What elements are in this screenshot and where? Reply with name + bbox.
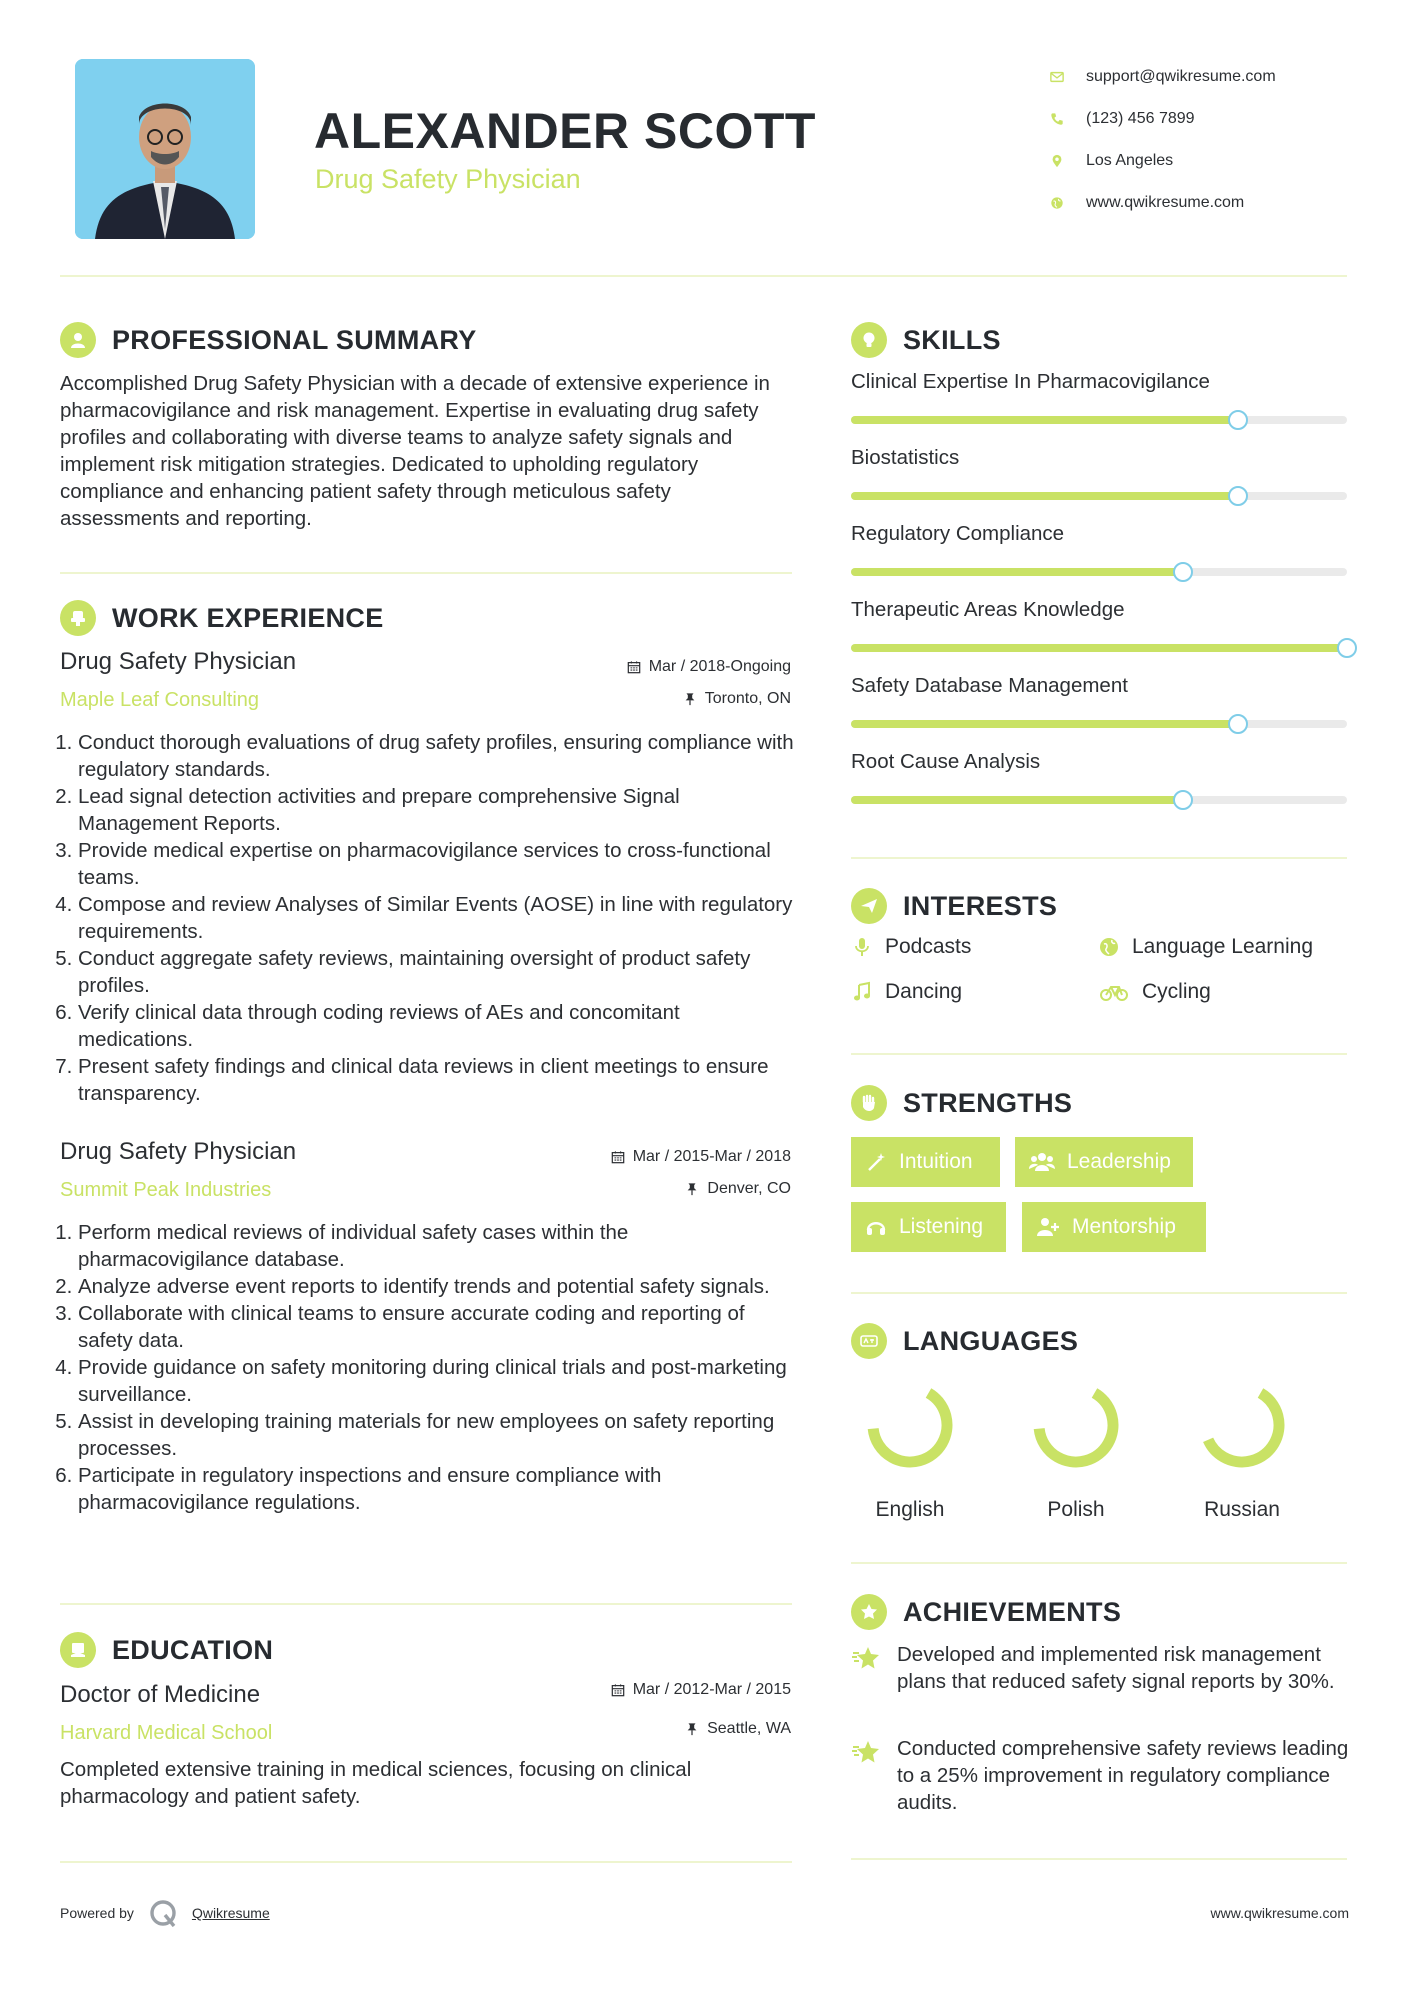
- job-title: Drug Safety Physician: [60, 1138, 297, 1165]
- skill-bar: [851, 416, 1347, 424]
- language-item: [1187, 1375, 1297, 1522]
- work-divider: [60, 1603, 792, 1605]
- achievement-item: [851, 1641, 1351, 1695]
- summary-heading: [60, 322, 477, 358]
- skill-bar-knob: [1173, 790, 1193, 810]
- duty-item: 4. Compose and review Analyses of Similar Events (AOSE) in line with regulatory requirements.: [78, 891, 800, 945]
- skill-bar: [851, 720, 1347, 728]
- skill-bar-fill: [851, 644, 1347, 652]
- language-item: [1021, 1375, 1131, 1522]
- school: Harvard Medical School: [60, 1722, 273, 1744]
- job-location-text: Denver, CO: [707, 1180, 791, 1197]
- language-level-ring: [1026, 1375, 1126, 1475]
- strength-tag: [851, 1137, 1000, 1187]
- bicycle-icon: [1098, 981, 1130, 1003]
- strength-label: Listening: [899, 1215, 984, 1238]
- skill-label: Clinical Expertise In Pharmacovigilance: [851, 370, 1210, 393]
- skill-bar-fill: [851, 492, 1238, 500]
- contact-phone[interactable]: [1050, 98, 1276, 140]
- duty-item: 2. Lead signal detection activities and prepare comprehensive Signal Management Reports.: [78, 783, 800, 837]
- skill-bar: [851, 492, 1347, 500]
- map-pin-icon: [1050, 154, 1064, 168]
- skill-bar-fill: [851, 796, 1183, 804]
- star-icon: [851, 1737, 881, 1767]
- education-text: Completed extensive training in medical sciences, focusing on clinical pharmacology and patient safety.: [60, 1758, 692, 1808]
- job-location: [685, 1180, 791, 1198]
- interest-label: Language Learning: [1132, 935, 1314, 958]
- profile-photo: [75, 59, 255, 239]
- job-duties: [60, 729, 800, 1107]
- duty-item: 3. Collaborate with clinical teams to ensure accurate coding and reporting of safety data.: [78, 1300, 800, 1354]
- interest-item: [851, 980, 962, 1004]
- powered-by-text: Powered by: [60, 1905, 134, 1921]
- header-divider: [60, 275, 1347, 277]
- strength-tag: [1015, 1137, 1193, 1187]
- contact-email-text: support@qwikresume.com: [1086, 68, 1276, 85]
- contact-location: [1050, 140, 1276, 182]
- briefcase-icon: [60, 600, 96, 636]
- language-label: English: [875, 1498, 945, 1521]
- interests-heading-text: INTERESTS: [903, 890, 1058, 921]
- language-level-arc: [1026, 1375, 1126, 1475]
- work-heading: [60, 600, 384, 636]
- job-location-text: Toronto, ON: [704, 690, 791, 707]
- interest-item: [1098, 935, 1313, 959]
- pushpin-icon: [683, 692, 697, 706]
- skills-heading: [851, 322, 1001, 358]
- calendar-icon: [627, 660, 641, 674]
- globe-icon: [1050, 196, 1064, 210]
- contact-location-text: Los Angeles: [1086, 152, 1174, 169]
- job-date-text: Mar / 2015-Mar / 2018: [632, 1148, 791, 1165]
- language-level-ring: [1192, 1375, 1292, 1475]
- paper-plane-icon: [851, 888, 887, 924]
- qwikresume-logo-icon: [148, 1898, 178, 1928]
- duty-item: 4. Provide guidance on safety monitoring during clinical trials and post-marketing surveillance.: [78, 1354, 800, 1408]
- graduation-icon: [60, 1632, 96, 1668]
- interest-label: Podcasts: [885, 935, 972, 958]
- strength-label: Mentorship: [1072, 1215, 1176, 1238]
- skill-label: Biostatistics: [851, 446, 960, 469]
- duty-item: 5. Conduct aggregate safety reviews, maintaining oversight of product safety profiles.: [78, 945, 800, 999]
- hand-icon: [851, 1085, 887, 1121]
- achievement-text: Developed and implemented risk management plans that reduced safety signal reports by 30%.: [897, 1643, 1335, 1693]
- skill-bar: [851, 644, 1347, 652]
- education-location-text: Seattle, WA: [707, 1720, 791, 1737]
- languages-heading: [851, 1323, 1078, 1359]
- language-label: Polish: [1047, 1498, 1105, 1521]
- skills-divider: [851, 857, 1347, 859]
- user-icon: [60, 322, 96, 358]
- skill-bar-fill: [851, 720, 1238, 728]
- skill-bar-knob: [1228, 486, 1248, 506]
- contact-website-text: www.qwikresume.com: [1086, 194, 1245, 211]
- job-location: [683, 690, 791, 708]
- education-date: [611, 1681, 791, 1699]
- language-label: Russian: [1204, 1498, 1280, 1521]
- achievement-text: Conducted comprehensive safety reviews leading to a 25% improvement in regulatory compliance audits.: [897, 1737, 1349, 1814]
- envelope-icon: [1050, 70, 1064, 84]
- skill-bar-knob: [1228, 410, 1248, 430]
- interest-label: Cycling: [1142, 980, 1211, 1003]
- skill-bar-fill: [851, 416, 1238, 424]
- education-heading: [60, 1632, 273, 1668]
- strength-label: Leadership: [1067, 1150, 1171, 1173]
- user-plus-icon: [1036, 1216, 1060, 1238]
- duty-item: 3. Provide medical expertise on pharmacovigilance services to cross-functional teams.: [78, 837, 800, 891]
- strengths-heading: [851, 1085, 1072, 1121]
- job-date: [627, 658, 791, 676]
- strength-label: Intuition: [899, 1150, 973, 1173]
- job-duties: [60, 1219, 800, 1516]
- globe-icon: [1098, 936, 1120, 958]
- skill-bar-fill: [851, 568, 1183, 576]
- calendar-icon: [611, 1150, 625, 1164]
- language-level-arc: [1192, 1375, 1292, 1475]
- skill-label: Root Cause Analysis: [851, 750, 1041, 773]
- pushpin-icon: [685, 1722, 699, 1736]
- skill-bar: [851, 568, 1347, 576]
- summary-heading-text: PROFESSIONAL SUMMARY: [112, 324, 477, 355]
- calendar-icon: [611, 1683, 625, 1697]
- job-date: [611, 1148, 791, 1166]
- candidate-title: Drug Safety Physician: [315, 164, 581, 194]
- skill-label: Safety Database Management: [851, 674, 1128, 697]
- contact-list: [1050, 56, 1276, 224]
- music-note-icon: [851, 981, 873, 1003]
- strengths-heading-text: STRENGTHS: [903, 1087, 1073, 1118]
- job-company: Summit Peak Industries: [60, 1179, 272, 1201]
- qwikresume-link[interactable]: Qwikresume: [191, 1905, 270, 1921]
- achievements-heading: [851, 1594, 1121, 1630]
- education-location: [685, 1720, 791, 1738]
- skill-label: Regulatory Compliance: [851, 522, 1065, 545]
- headphones-icon: [865, 1216, 887, 1238]
- duty-item: 5. Assist in developing training materials for new employees on safety reporting processes.: [78, 1408, 800, 1462]
- skill-label: Therapeutic Areas Knowledge: [851, 598, 1125, 621]
- interest-item: [851, 935, 971, 959]
- skill-bar-knob: [1228, 714, 1248, 734]
- achievements-heading-text: ACHIEVEMENTS: [903, 1596, 1122, 1627]
- skill-bar-knob: [1337, 638, 1357, 658]
- language-item: [855, 1375, 965, 1522]
- lightbulb-icon: [851, 322, 887, 358]
- skill-bar-knob: [1173, 562, 1193, 582]
- duty-item: 6. Participate in regulatory inspections and ensure compliance with pharmacovigilance regulations.: [78, 1462, 800, 1516]
- education-divider: [60, 1861, 792, 1863]
- contact-phone-text: (123) 456 7899: [1086, 110, 1195, 127]
- candidate-name: ALEXANDER SCOTT: [314, 103, 816, 159]
- magic-wand-icon: [865, 1151, 887, 1173]
- duty-item: 1. Conduct thorough evaluations of drug safety profiles, ensuring compliance with regulatory standards.: [78, 729, 800, 783]
- job-company: Maple Leaf Consulting: [60, 689, 260, 711]
- star-icon: [851, 1643, 881, 1673]
- language-level-ring: [860, 1375, 960, 1475]
- footer-url[interactable]: www.qwikresume.com: [1210, 1905, 1349, 1921]
- strengths-divider: [851, 1292, 1347, 1294]
- language-level-arc: [860, 1375, 960, 1475]
- degree: Doctor of Medicine: [60, 1681, 261, 1708]
- phone-icon: [1050, 112, 1064, 126]
- languages-heading-text: LANGUAGES: [903, 1325, 1079, 1356]
- trophy-icon: [851, 1594, 887, 1630]
- interest-item: [1098, 980, 1211, 1004]
- duty-item: 2. Analyze adverse event reports to identify trends and potential safety signals.: [78, 1273, 800, 1300]
- education-heading-text: EDUCATION: [112, 1634, 274, 1665]
- duty-item: 1. Perform medical reviews of individual safety cases within the pharmacovigilance database.: [78, 1219, 800, 1273]
- job-date-text: Mar / 2018-Ongoing: [648, 658, 791, 675]
- strength-tag: [1022, 1202, 1206, 1252]
- languages-divider: [851, 1562, 1347, 1564]
- interests-heading: [851, 888, 1057, 924]
- users-icon: [1029, 1151, 1055, 1173]
- summary-divider: [60, 572, 792, 574]
- microphone-icon: [851, 936, 873, 958]
- skills-heading-text: SKILLS: [903, 324, 1001, 355]
- education-date-text: Mar / 2012-Mar / 2015: [632, 1681, 791, 1698]
- language-icon: [851, 1323, 887, 1359]
- achievement-item: [851, 1735, 1351, 1816]
- contact-website[interactable]: [1050, 182, 1276, 224]
- strength-tag: [851, 1202, 1006, 1252]
- work-heading-text: WORK EXPERIENCE: [112, 602, 384, 633]
- duty-item: 7. Present safety findings and clinical data reviews in client meetings to ensure transparency.: [78, 1053, 800, 1107]
- achievements-divider: [851, 1858, 1347, 1860]
- skill-bar: [851, 796, 1347, 804]
- interests-divider: [851, 1053, 1347, 1055]
- duty-item: 6. Verify clinical data through coding reviews of AEs and concomitant medications.: [78, 999, 800, 1053]
- job-title: Drug Safety Physician: [60, 648, 297, 675]
- summary-text: Accomplished Drug Safety Physician with a decade of extensive experience in pharmacovigilance and risk management. Expertise in evaluating drug safety profiles and collaborating with diverse teams to analyze safety signals and implement risk mitigation strategies. Dedicated to upholding regulatory compliance and enhancing patient safety through meticulous safety assessments and reporting.: [60, 372, 770, 530]
- contact-email[interactable]: [1050, 56, 1276, 98]
- footer-powered-by: [60, 1898, 270, 1928]
- pushpin-icon: [685, 1182, 699, 1196]
- interest-label: Dancing: [885, 980, 963, 1003]
